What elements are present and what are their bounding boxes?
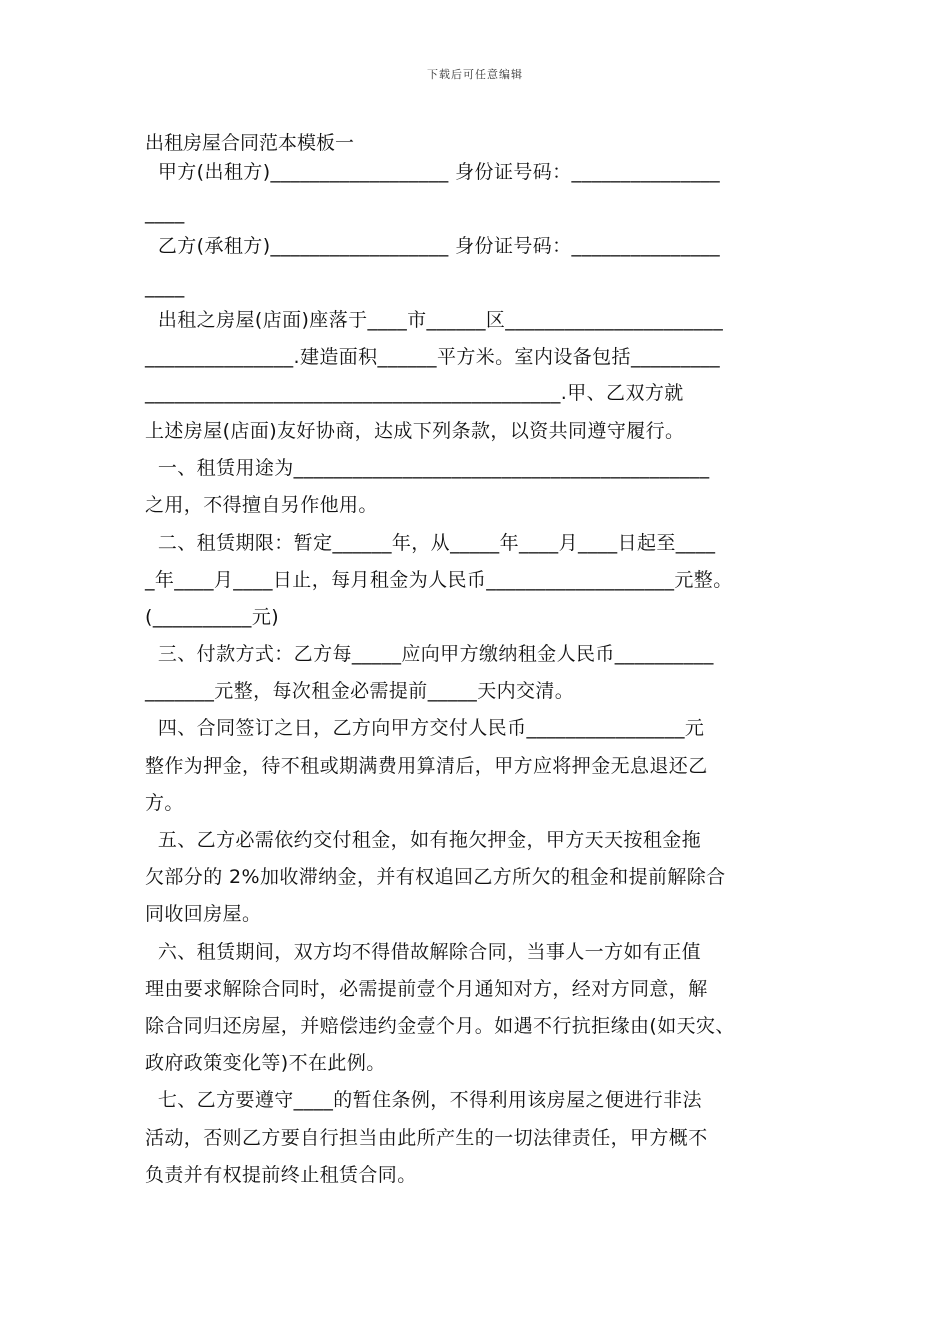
- text-line: 三、付款方式：乙方每_____应向甲方缴纳租金人民币__________: [145, 643, 714, 665]
- text-line: 乙方(承租方)__________________ 身份证号码：_______________: [145, 235, 721, 257]
- text-line: _年____月____日止，每月租金为人民币___________________元整。: [145, 569, 733, 591]
- document-title: 出租房屋合同范本模板一: [145, 132, 355, 154]
- text-line: 一、租赁用途为__________________________________________: [145, 457, 710, 479]
- text-line: _______________.建造面积______平方米。室内设备包括_________: [145, 346, 721, 368]
- text-line: 甲方(出租方)__________________ 身份证号码：_______________: [145, 161, 721, 183]
- text-line: 二、租赁期限：暂定______年，从_____年____月____日起至____: [145, 532, 716, 554]
- text-line: __________________________________________.甲、乙双方就: [145, 382, 684, 404]
- text-line: 负责并有权提前终止租赁合同。: [145, 1164, 417, 1186]
- text-line: 六、租赁期间，双方均不得借故解除合同，当事人一方如有正值: [145, 941, 702, 963]
- text-line: ____: [145, 276, 185, 298]
- text-line: 出租之房屋(店面)座落于____市______区______________________: [145, 309, 724, 331]
- page-header: 下载后可任意编辑: [427, 68, 523, 81]
- text-line: 四、合同签订之日，乙方向甲方交付人民币________________元: [145, 717, 705, 739]
- text-line: (__________元): [145, 606, 280, 628]
- text-line: 五、乙方必需依约交付租金，如有拖欠押金，甲方天天按租金拖: [145, 829, 702, 851]
- text-line: 同收回房屋。: [145, 903, 262, 925]
- text-line: 整作为押金，待不租或期满费用算清后，甲方应将押金无息退还乙: [145, 755, 708, 777]
- text-line: 活动，否则乙方要自行担当由此所产生的一切法律责任，甲方概不: [145, 1127, 708, 1149]
- text-line: 方。: [145, 792, 184, 814]
- text-line: 之用，不得擅自另作他用。: [145, 494, 378, 516]
- text-line: ____: [145, 202, 185, 224]
- text-line: _______元整，每次租金必需提前_____天内交清。: [145, 680, 575, 702]
- text-line: 七、乙方要遵守____的暂住条例，不得利用该房屋之便进行非法: [145, 1089, 702, 1111]
- text-line: 除合同归还房屋，并赔偿违约金壹个月。如遇不行抗拒缘由(如天灾、: [145, 1015, 735, 1037]
- text-line: 上述房屋(店面)友好协商，达成下列条款，以资共同遵守履行。: [145, 420, 685, 442]
- text-line: 政府政策变化等)不在此例。: [145, 1052, 386, 1074]
- text-line: 欠部分的 2%加收滞纳金，并有权追回乙方所欠的租金和提前解除合: [145, 866, 726, 888]
- text-line: 理由要求解除合同时，必需提前壹个月通知对方，经对方同意，解: [145, 978, 708, 1000]
